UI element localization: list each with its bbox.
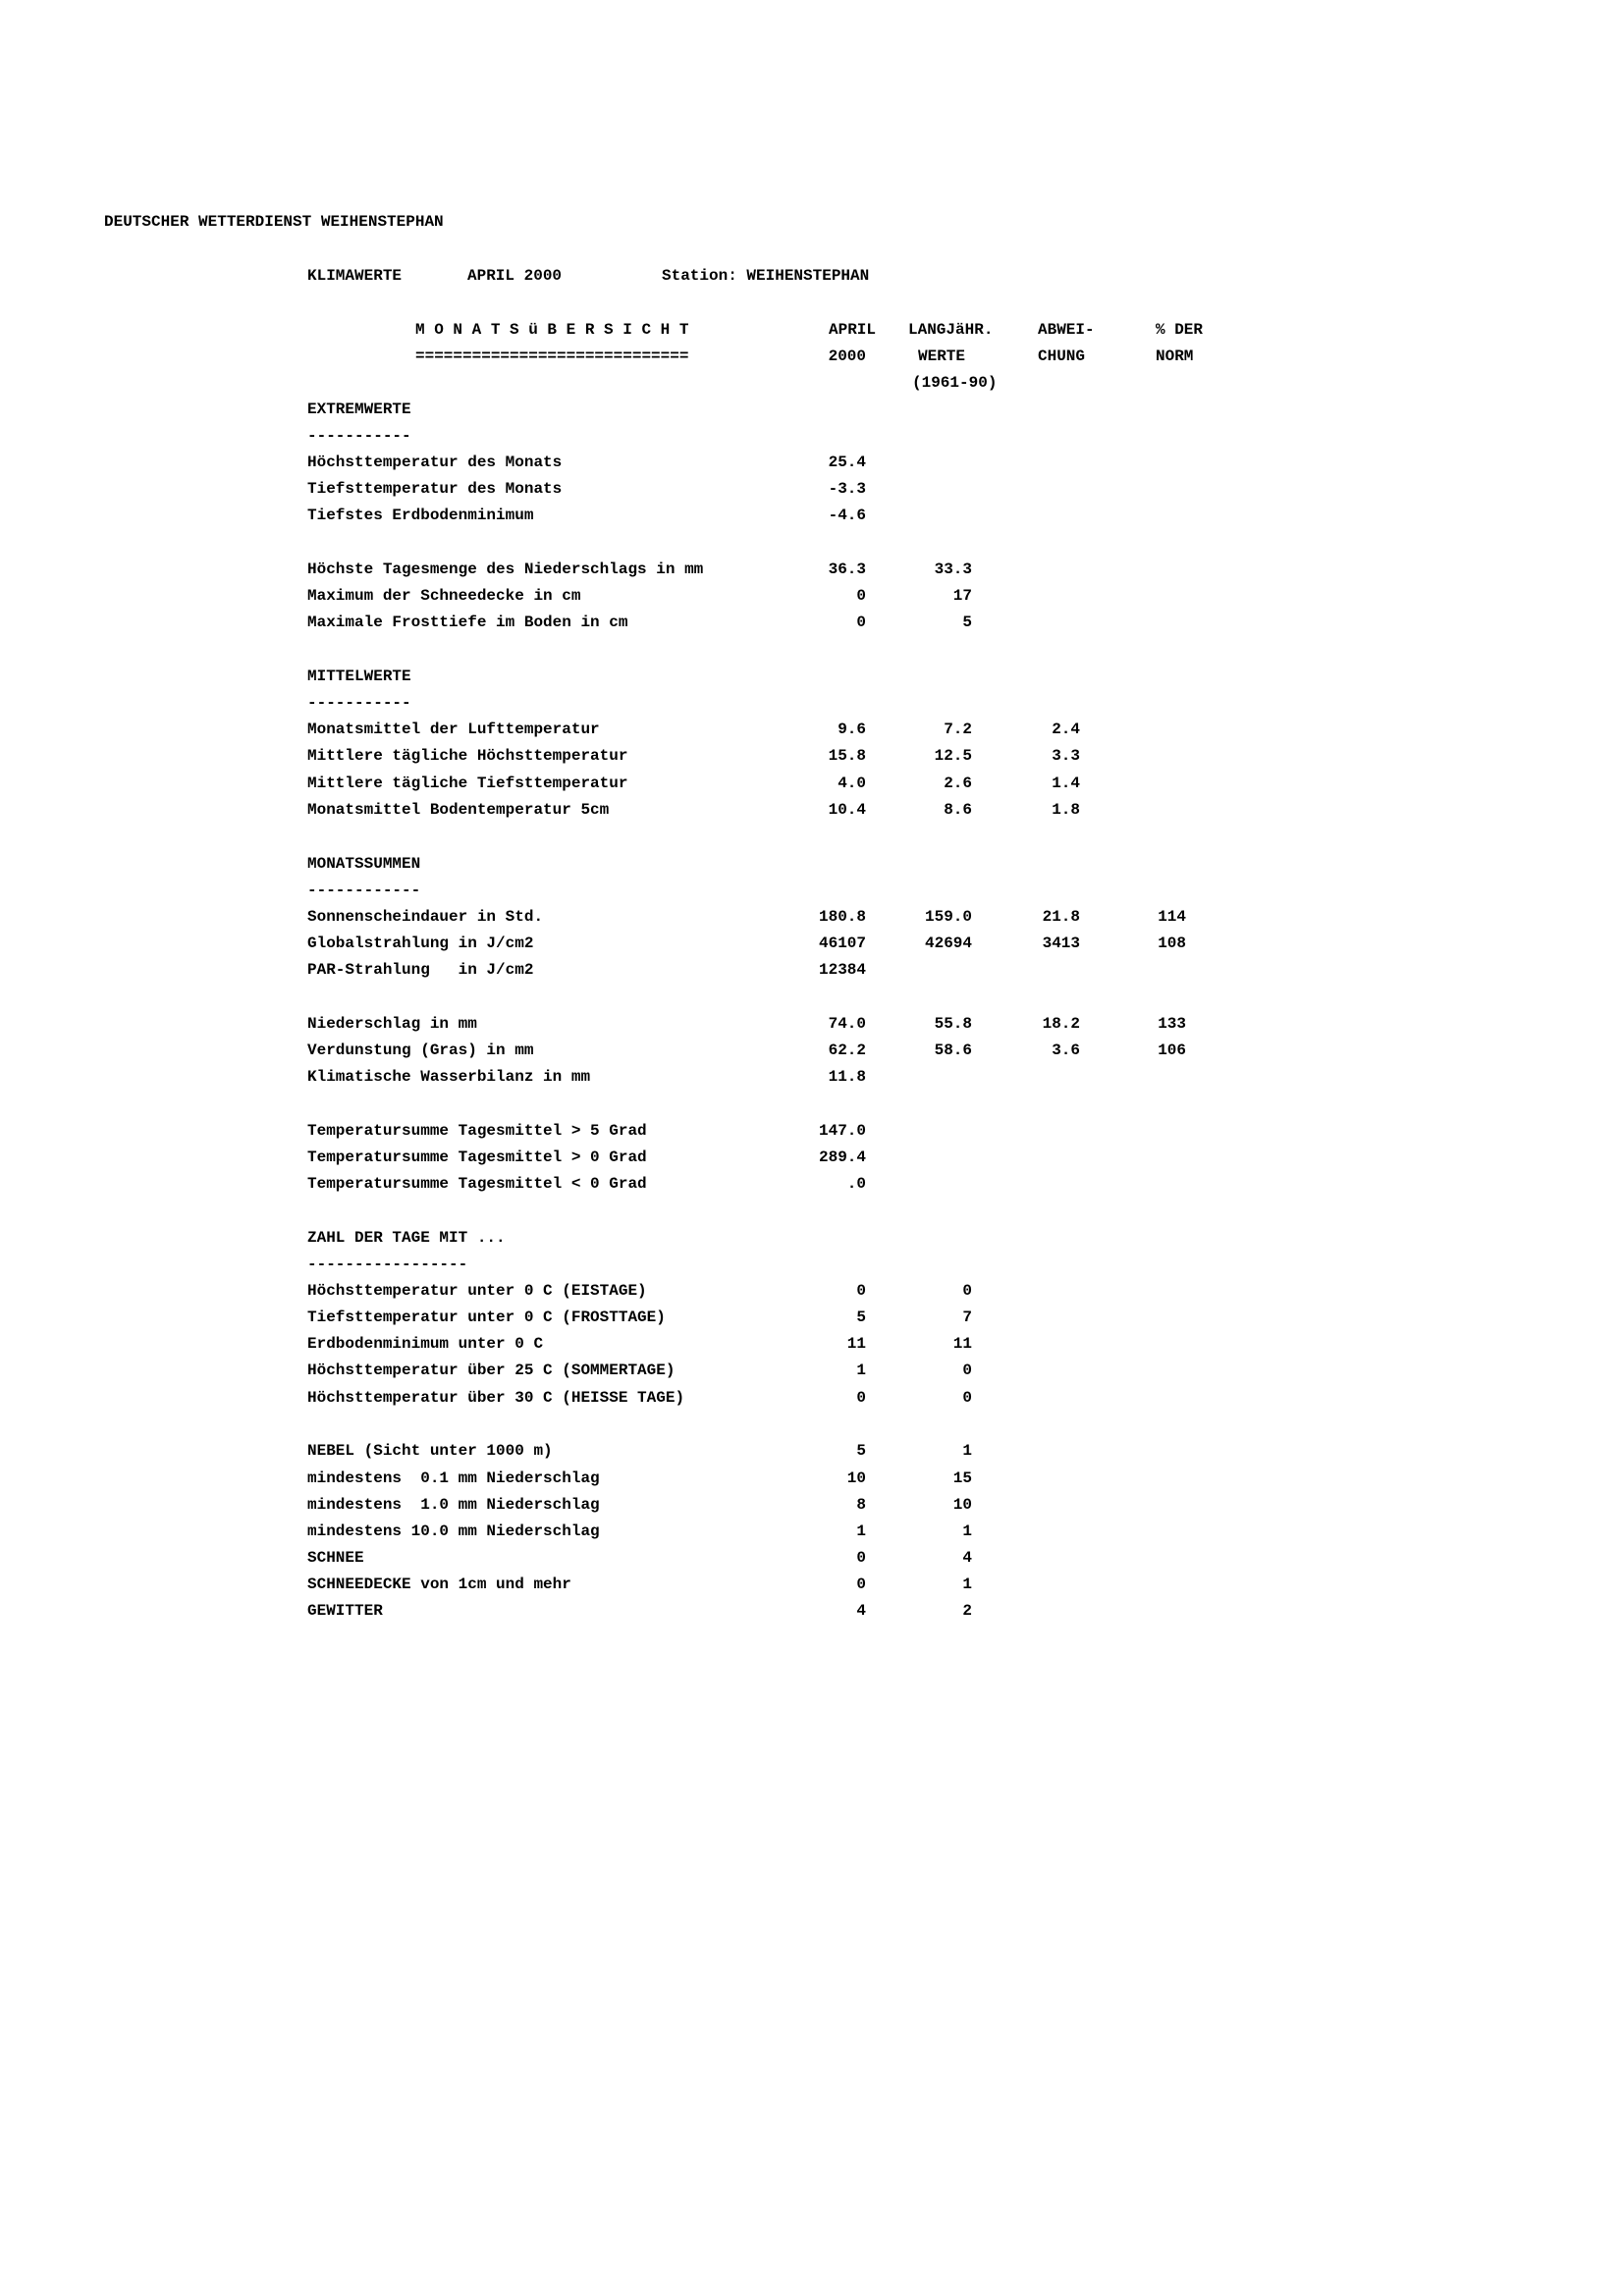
cell-april: 10.4 xyxy=(828,801,866,819)
cell-april: 4.0 xyxy=(838,774,866,792)
cell-lang: 4 xyxy=(962,1549,972,1567)
cell-april: 289.4 xyxy=(818,1148,866,1166)
row-label: Mittlere tägliche Tiefsttemperatur xyxy=(307,774,628,792)
cell-abw: 21.8 xyxy=(1042,908,1080,926)
row-label: Niederschlag in mm xyxy=(307,1015,477,1033)
cell-abw: 3.3 xyxy=(1052,747,1080,765)
cell-lang: 42694 xyxy=(924,934,972,952)
title-underline: ============================= xyxy=(415,347,689,365)
col-april-header: APRIL xyxy=(828,321,876,339)
cell-april: 5 xyxy=(856,1308,866,1326)
klimawerte-label: KLIMAWERTE xyxy=(307,267,403,285)
cell-april: -3.3 xyxy=(828,480,866,498)
cell-abw: 1.8 xyxy=(1052,801,1080,819)
row-label: Tiefsttemperatur des Monats xyxy=(307,480,563,498)
row-label: Höchsttemperatur unter 0 C (EISTAGE) xyxy=(307,1282,647,1300)
cell-april: 5 xyxy=(856,1442,866,1460)
cell-april: 4 xyxy=(856,1602,866,1620)
col-langjaehr-header-werte: WERTE xyxy=(918,347,966,365)
cell-lang: 58.6 xyxy=(934,1041,972,1059)
row-label: Maximale Frosttiefe im Boden in cm xyxy=(307,614,628,631)
col-abweichung-header: ABWEI- xyxy=(1038,321,1095,339)
cell-lang: 0 xyxy=(962,1362,972,1379)
row-label: Höchsttemperatur über 30 C (HEISSE TAGE) xyxy=(307,1389,685,1407)
cell-april: 9.6 xyxy=(838,721,866,738)
document-org-title: DEUTSCHER WETTERDIENST WEIHENSTEPHAN xyxy=(104,213,444,231)
section-rule-tage: ----------------- xyxy=(307,1255,468,1273)
cell-april: 10 xyxy=(846,1469,866,1487)
cell-lang: 1 xyxy=(962,1522,972,1540)
cell-april: 0 xyxy=(856,1549,866,1567)
cell-april: 0 xyxy=(856,614,866,631)
cell-april: 0 xyxy=(856,1389,866,1407)
cell-april: 15.8 xyxy=(828,747,866,765)
row-label: Verdunstung (Gras) in mm xyxy=(307,1041,534,1059)
cell-april: 46107 xyxy=(818,934,866,952)
row-label: Temperatursumme Tagesmittel < 0 Grad xyxy=(307,1175,647,1193)
cell-april: -4.6 xyxy=(828,507,866,524)
row-label: Erdbodenminimum unter 0 C xyxy=(307,1335,544,1353)
section-title-monatssummen: MONATSSUMMEN xyxy=(307,855,421,873)
col-abweichung-header-2: CHUNG xyxy=(1038,347,1086,365)
cell-lang: 11 xyxy=(952,1335,972,1353)
row-label: Höchste Tagesmenge des Niederschlags in mm xyxy=(307,561,704,578)
section-rule-monatssummen: ------------ xyxy=(307,881,421,899)
row-label: Klimatische Wasserbilanz in mm xyxy=(307,1068,591,1086)
cell-april: 0 xyxy=(856,1575,866,1593)
cell-april: 0 xyxy=(856,587,866,605)
row-label: Maximum der Schneedecke in cm xyxy=(307,587,581,605)
row-label: GEWITTER xyxy=(307,1602,383,1620)
col-langjaehr-header-period: (1961-90) xyxy=(912,374,998,392)
cell-april: .0 xyxy=(846,1175,866,1193)
row-label: mindestens 1.0 mm Niederschlag xyxy=(307,1496,600,1514)
row-label: Mittlere tägliche Höchsttemperatur xyxy=(307,747,628,765)
row-label: mindestens 10.0 mm Niederschlag xyxy=(307,1522,600,1540)
cell-lang: 0 xyxy=(962,1389,972,1407)
monatsuebersicht-title: M O N A T S ü B E R S I C H T xyxy=(415,321,689,339)
cell-lang: 10 xyxy=(952,1496,972,1514)
cell-norm: 106 xyxy=(1158,1041,1186,1059)
row-label: Monatsmittel der Lufttemperatur xyxy=(307,721,600,738)
row-label: Temperatursumme Tagesmittel > 5 Grad xyxy=(307,1122,647,1140)
cell-lang: 2 xyxy=(962,1602,972,1620)
row-label: Höchsttemperatur des Monats xyxy=(307,454,563,471)
row-label: Tiefstes Erdbodenminimum xyxy=(307,507,534,524)
cell-april: 36.3 xyxy=(828,561,866,578)
cell-norm: 108 xyxy=(1158,934,1186,952)
cell-abw: 3.6 xyxy=(1052,1041,1080,1059)
cell-norm: 133 xyxy=(1158,1015,1186,1033)
row-label: mindestens 0.1 mm Niederschlag xyxy=(307,1469,600,1487)
cell-lang: 55.8 xyxy=(934,1015,972,1033)
cell-april: 62.2 xyxy=(828,1041,866,1059)
row-label: Höchsttemperatur über 25 C (SOMMERTAGE) xyxy=(307,1362,676,1379)
row-label: PAR-Strahlung in J/cm2 xyxy=(307,961,534,979)
cell-lang: 1 xyxy=(962,1575,972,1593)
cell-april: 1 xyxy=(856,1522,866,1540)
cell-lang: 12.5 xyxy=(934,747,972,765)
period-label: APRIL 2000 xyxy=(467,267,563,285)
cell-april: 180.8 xyxy=(818,908,866,926)
section-title-extremwerte: EXTREMWERTE xyxy=(307,400,411,418)
col-langjaehr-header: LANGJäHR. xyxy=(908,321,994,339)
section-title-mittelwerte: MITTELWERTE xyxy=(307,667,411,685)
station-label: Station: WEIHENSTEPHAN xyxy=(662,267,870,285)
section-title-tage: ZAHL DER TAGE MIT ... xyxy=(307,1229,506,1247)
row-label: Temperatursumme Tagesmittel > 0 Grad xyxy=(307,1148,647,1166)
cell-april: 11.8 xyxy=(828,1068,866,1086)
col-norm-header-2: NORM xyxy=(1156,347,1194,365)
cell-april: 12384 xyxy=(818,961,866,979)
row-label: Globalstrahlung in J/cm2 xyxy=(307,934,534,952)
cell-lang: 0 xyxy=(962,1282,972,1300)
cell-lang: 33.3 xyxy=(934,561,972,578)
cell-april: 0 xyxy=(856,1282,866,1300)
cell-april: 11 xyxy=(846,1335,866,1353)
cell-lang: 8.6 xyxy=(944,801,972,819)
cell-lang: 159.0 xyxy=(924,908,972,926)
cell-lang: 15 xyxy=(952,1469,972,1487)
cell-april: 74.0 xyxy=(828,1015,866,1033)
row-label: NEBEL (Sicht unter 1000 m) xyxy=(307,1442,553,1460)
cell-lang: 7.2 xyxy=(944,721,972,738)
cell-april: 147.0 xyxy=(818,1122,866,1140)
cell-lang: 5 xyxy=(962,614,972,631)
cell-april: 25.4 xyxy=(828,454,866,471)
cell-norm: 114 xyxy=(1158,908,1186,926)
cell-abw: 1.4 xyxy=(1052,774,1080,792)
cell-april: 1 xyxy=(856,1362,866,1379)
cell-lang: 1 xyxy=(962,1442,972,1460)
cell-lang: 2.6 xyxy=(944,774,972,792)
cell-abw: 18.2 xyxy=(1042,1015,1080,1033)
row-label: Monatsmittel Bodentemperatur 5cm xyxy=(307,801,610,819)
col-april-header-year: 2000 xyxy=(828,347,866,365)
row-label: Sonnenscheindauer in Std. xyxy=(307,908,544,926)
cell-lang: 17 xyxy=(952,587,972,605)
row-label: Tiefsttemperatur unter 0 C (FROSTTAGE) xyxy=(307,1308,666,1326)
row-label: SCHNEE xyxy=(307,1549,364,1567)
row-label: SCHNEEDECKE von 1cm und mehr xyxy=(307,1575,571,1593)
cell-lang: 7 xyxy=(962,1308,972,1326)
col-norm-header: % DER xyxy=(1156,321,1204,339)
cell-april: 8 xyxy=(856,1496,866,1514)
cell-abw: 2.4 xyxy=(1052,721,1080,738)
section-rule-mittelwerte: ----------- xyxy=(307,694,411,712)
section-rule-extremwerte: ----------- xyxy=(307,427,411,445)
cell-abw: 3413 xyxy=(1042,934,1080,952)
